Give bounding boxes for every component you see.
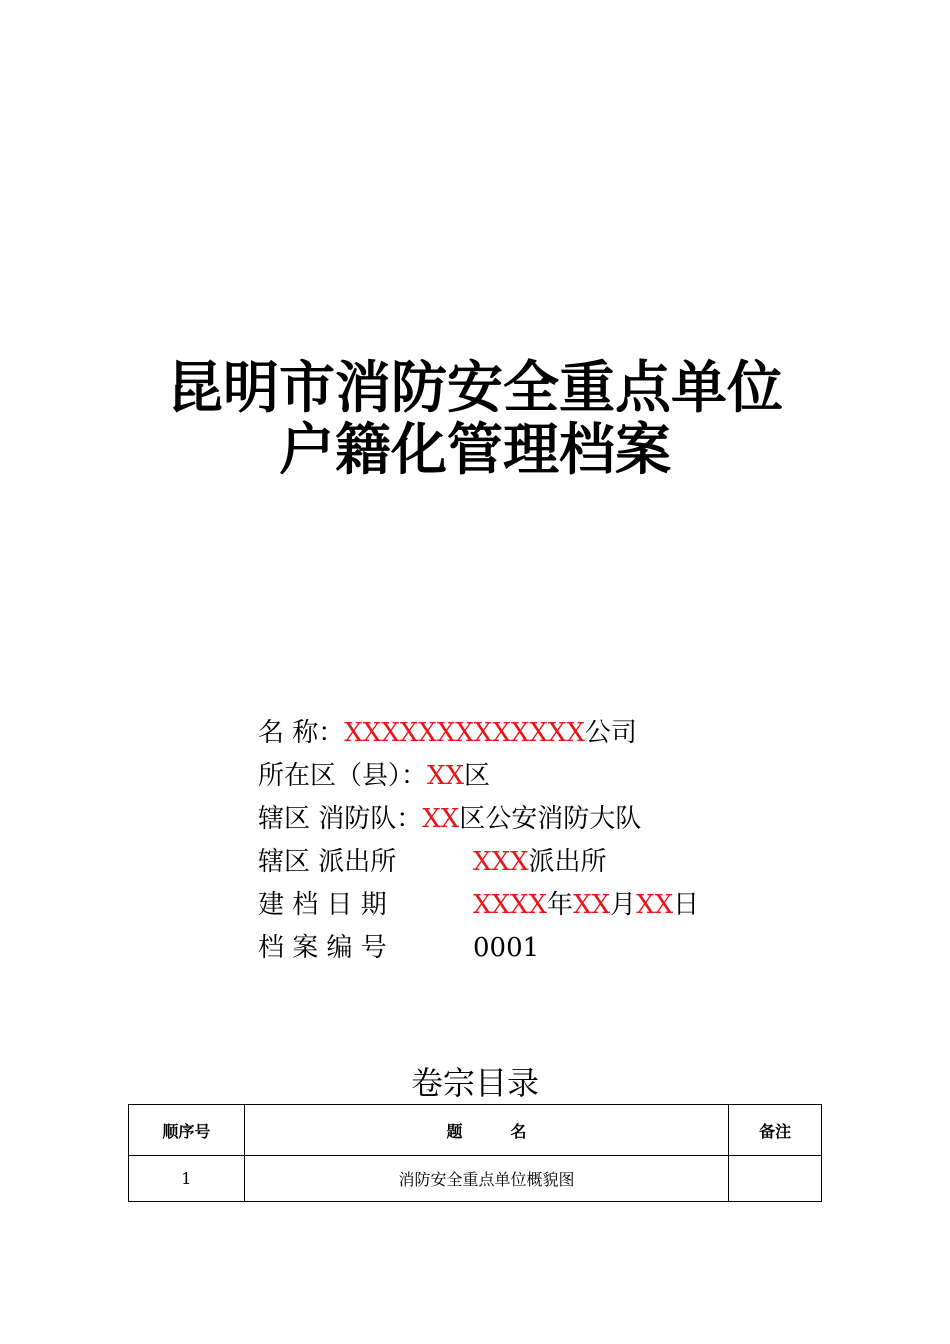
document-title	[0, 358, 950, 482]
district-value: XX	[427, 761, 465, 791]
toc-table	[128, 1104, 822, 1202]
file-date-day-value: XX	[636, 890, 674, 920]
police-station-label: 辖区 派出所	[258, 847, 397, 877]
file-date-day-unit: 日	[673, 890, 700, 920]
file-date-label: 建 档 日 期	[258, 890, 387, 920]
police-station-value-group	[473, 841, 607, 884]
police-station-suffix: 派出所	[528, 847, 607, 877]
file-number-label: 档 案 编 号	[258, 933, 387, 963]
file-date-month-unit: 月	[610, 890, 637, 920]
title-line-1: 昆明市消防安全重点单位	[167, 356, 783, 421]
info-row-district	[258, 755, 818, 798]
info-row-file-date	[258, 884, 818, 927]
info-row-fire-brigade	[258, 798, 818, 841]
toc-header-name: 题 名	[244, 1105, 729, 1156]
toc-title: 卷宗目录	[410, 1064, 539, 1102]
name-value: XXXXXXXXXXXXX	[344, 718, 585, 748]
toc-header-row	[129, 1105, 822, 1156]
name-label: 名 称：	[258, 718, 345, 748]
district-suffix: 区	[464, 761, 491, 791]
unit-info-block	[258, 712, 818, 970]
toc-cell-no: 1	[129, 1156, 245, 1202]
toc-cell-name: 消防安全重点单位概貌图	[244, 1156, 729, 1202]
file-date-month-value: XX	[573, 890, 611, 920]
toc-header-note: 备注	[729, 1105, 822, 1156]
file-number-value: 0001	[473, 933, 540, 963]
fire-brigade-suffix: 区公安消防大队	[459, 804, 642, 834]
title-line-2: 户籍化管理档案	[279, 418, 671, 483]
info-row-name	[258, 712, 818, 755]
fire-brigade-label: 辖区 消防队：	[258, 804, 423, 834]
police-station-value: XXX	[473, 847, 529, 877]
toc-header-no: 顺序号	[129, 1105, 245, 1156]
file-date-year-value: XXXX	[473, 890, 548, 920]
fire-brigade-value: XX	[422, 804, 460, 834]
district-label: 所在区（县）：	[258, 761, 428, 791]
info-row-file-number	[258, 927, 818, 970]
table-row	[129, 1156, 822, 1202]
file-date-value-group	[473, 884, 699, 927]
file-date-year-unit: 年	[547, 890, 574, 920]
toc-cell-note	[729, 1156, 822, 1202]
info-row-police-station	[258, 841, 818, 884]
name-suffix: 公司	[584, 718, 637, 748]
